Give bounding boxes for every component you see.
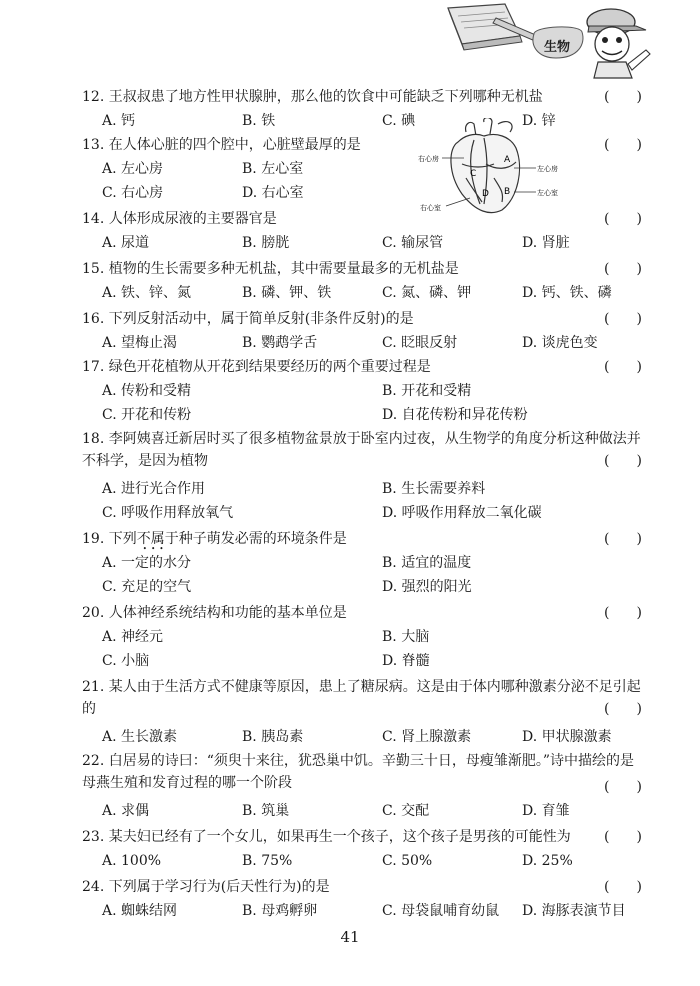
option-b[interactable]: B. 鹦鹉学舌 <box>242 335 318 351</box>
options-row <box>82 848 642 872</box>
options-row <box>82 402 642 426</box>
option-b[interactable]: B. 筑巢 <box>242 803 290 819</box>
question-13 <box>82 134 642 204</box>
question-stem: 16. 下列反射活动中，属于简单反射(非条件反射)的是 ( ) <box>82 308 642 330</box>
question-stem: 15. 植物的生长需要多种无机盐，其中需要量最多的无机盐是 ( ) <box>82 258 642 280</box>
option-c[interactable]: C. 50% <box>382 853 433 869</box>
answer-blank[interactable]: ( ) <box>604 89 642 105</box>
option-d[interactable]: D. 脊髓 <box>382 653 430 669</box>
options-row <box>82 230 642 254</box>
options-row <box>82 550 642 574</box>
question-24 <box>82 876 642 922</box>
answer-blank[interactable]: ( ) <box>604 311 642 327</box>
option-b[interactable]: B. 母鸡孵卵 <box>242 903 318 919</box>
option-c[interactable]: C. 碘 <box>382 113 416 129</box>
answer-blank[interactable]: ( ) <box>604 879 642 895</box>
answer-blank[interactable]: ( ) <box>604 701 642 717</box>
mascot-icon <box>587 9 650 78</box>
answer-blank[interactable]: ( ) <box>604 605 642 621</box>
option-b[interactable]: B. 生长需要养料 <box>382 481 486 497</box>
option-a[interactable]: A. 左心房 <box>102 161 164 177</box>
question-20 <box>82 602 642 672</box>
option-d[interactable]: D. 育雏 <box>522 803 570 819</box>
options-row <box>82 108 642 132</box>
question-stem: 24. 下列属于学习行为(后天性行为)的是 ( ) <box>82 876 642 898</box>
options-row <box>82 898 642 922</box>
question-21 <box>82 676 642 748</box>
heart-label-d: D <box>482 189 489 199</box>
option-b[interactable]: B. 75% <box>242 853 293 869</box>
option-a[interactable]: A. 100% <box>102 853 162 869</box>
option-a[interactable]: A. 求偶 <box>102 803 150 819</box>
option-c[interactable]: C. 肾上腺激素 <box>382 729 472 745</box>
option-c[interactable]: C. 小脑 <box>102 653 150 669</box>
option-c[interactable]: C. 氮、磷、钾 <box>382 285 472 301</box>
option-b[interactable]: B. 磷、钾、铁 <box>242 285 332 301</box>
options-row <box>82 180 642 204</box>
question-14 <box>82 208 642 254</box>
answer-blank[interactable]: ( ) <box>604 211 642 227</box>
question-15 <box>82 258 642 304</box>
answer-blank[interactable]: ( ) <box>604 359 642 375</box>
question-stem: 14. 人体形成尿液的主要器官是 ( ) <box>82 208 642 230</box>
option-d[interactable]: D. 甲状腺激素 <box>522 729 612 745</box>
option-d[interactable]: D. 锌 <box>522 113 556 129</box>
option-b[interactable]: B. 大脑 <box>382 629 430 645</box>
heart-label-c: C <box>470 169 477 179</box>
options-row <box>82 624 642 648</box>
question-19 <box>82 528 642 598</box>
answer-blank[interactable]: ( ) <box>604 261 642 277</box>
question-stem: 13. 在人体心脏的四个腔中，心脏壁最厚的是 ( ) <box>82 134 642 156</box>
option-b[interactable]: B. 开花和受精 <box>382 383 472 399</box>
options-row <box>82 648 642 672</box>
option-d[interactable]: D. 自花传粉和异花传粉 <box>382 407 528 423</box>
option-c[interactable]: C. 开花和传粉 <box>102 407 192 423</box>
option-d[interactable]: D. 右心室 <box>242 185 304 201</box>
heart-label-b: B <box>504 187 511 197</box>
answer-blank[interactable]: ( ) <box>604 829 642 845</box>
options-row <box>82 574 642 598</box>
option-c[interactable]: C. 眨眼反射 <box>382 335 458 351</box>
question-stem: 20. 人体神经系统结构和功能的基本单位是 ( ) <box>82 602 642 624</box>
options-row <box>82 156 642 180</box>
question-stem: 19. 下列不属于 • • •种子萌发必需的环境条件是 ( ) <box>82 528 642 550</box>
option-a[interactable]: A. 进行光合作用 <box>102 481 206 497</box>
options-row <box>82 476 642 500</box>
option-c[interactable]: C. 呼吸作用释放氧气 <box>102 505 234 521</box>
page-number: 41 <box>340 928 360 946</box>
option-b[interactable]: B. 铁 <box>242 113 276 129</box>
question-23 <box>82 826 642 872</box>
question-22 <box>82 750 642 822</box>
option-b[interactable]: B. 膀胱 <box>242 235 290 251</box>
option-a[interactable]: A. 神经元 <box>102 629 164 645</box>
question-stem: 22. 白居易的诗曰：“须臾十来往，犹恐巢中饥。辛勤三十日，母瘦雏渐肥。”诗中描绘的是母燕生殖和发育过程的哪一个阶段 <box>82 753 635 791</box>
option-a[interactable]: A. 蜘蛛结网 <box>102 903 178 919</box>
option-d[interactable]: D. 强烈的阳光 <box>382 579 472 595</box>
option-d[interactable]: D. 海豚表演节目 <box>522 903 626 919</box>
options-row <box>82 280 642 304</box>
options-row <box>82 779 642 822</box>
option-a[interactable]: A. 一定的水分 <box>102 555 192 571</box>
question-18 <box>82 428 642 524</box>
question-12 <box>82 86 642 132</box>
option-d[interactable]: D. 肾脏 <box>522 235 570 251</box>
option-b[interactable]: B. 适宜的温度 <box>382 555 472 571</box>
question-17 <box>82 356 642 426</box>
option-c[interactable]: C. 充足的空气 <box>102 579 192 595</box>
options-row <box>82 724 642 748</box>
option-b[interactable]: B. 胰岛素 <box>242 729 304 745</box>
answer-blank[interactable]: ( ) <box>604 531 642 547</box>
header-illustration <box>0 0 700 80</box>
option-a[interactable]: A. 铁、锌、氮 <box>102 285 192 301</box>
question-stem: 21. 某人由于生活方式不健康等原因，患上了糖尿病。这是由于体内哪种激素分泌不足引起的 ( ) <box>82 676 642 720</box>
heart-label-a: A <box>504 155 511 165</box>
option-d[interactable]: D. 呼吸作用释放二氧化碳 <box>382 505 542 521</box>
options-row <box>82 330 642 354</box>
option-d[interactable]: D. 钙、铁、磷 <box>522 285 612 301</box>
option-d[interactable]: D. 谈虎色变 <box>522 335 598 351</box>
answer-blank[interactable]: ( ) <box>604 137 642 153</box>
question-stem: 23. 某夫妇已经有了一个女儿，如果再生一个孩子，这个孩子是男孩的可能性为 ( ) <box>82 826 642 848</box>
question-16 <box>82 308 642 354</box>
option-c[interactable]: C. 母袋鼠哺育幼鼠 <box>382 903 500 919</box>
answer-blank[interactable]: ( ) <box>604 453 642 469</box>
option-a[interactable]: A. 钙 <box>102 113 136 129</box>
option-a[interactable]: A. 生长激素 <box>102 729 178 745</box>
label-left-ventricle: 左心室 <box>537 189 558 197</box>
option-c[interactable]: C. 右心房 <box>102 185 164 201</box>
options-row <box>82 378 642 402</box>
question-stem: 12. 王叔叔患了地方性甲状腺肿，那么他的饮食中可能缺乏下列哪种无机盐 ( ) <box>82 86 642 108</box>
option-a[interactable]: A. 传粉和受精 <box>102 383 192 399</box>
options-row <box>82 500 642 524</box>
option-a[interactable]: A. 尿道 <box>102 235 150 251</box>
subject-tag: 生物 <box>543 40 571 55</box>
option-a[interactable]: A. 望梅止渴 <box>102 335 178 351</box>
option-c[interactable]: C. 交配 <box>382 803 430 819</box>
option-c[interactable]: C. 输尿管 <box>382 235 444 251</box>
emphasized-text: 不属于 • • • <box>137 531 179 547</box>
option-b[interactable]: B. 左心室 <box>242 161 304 177</box>
answer-blank[interactable]: ( ) <box>604 779 642 795</box>
question-stem: 17. 绿色开花植物从开花到结果要经历的两个重要过程是 ( ) <box>82 356 642 378</box>
question-stem: 18. 李阿姨喜迁新居时买了很多植物盆景放于卧室内过夜，从生物学的角度分析这种做法并不科学，是因为植物 ( ) <box>82 428 642 472</box>
label-right-ventricle: 右心室 <box>420 204 441 212</box>
option-d[interactable]: D. 25% <box>522 853 573 869</box>
label-left-atrium: 左心房 <box>537 165 558 173</box>
label-right-atrium: 右心房 <box>418 155 439 163</box>
